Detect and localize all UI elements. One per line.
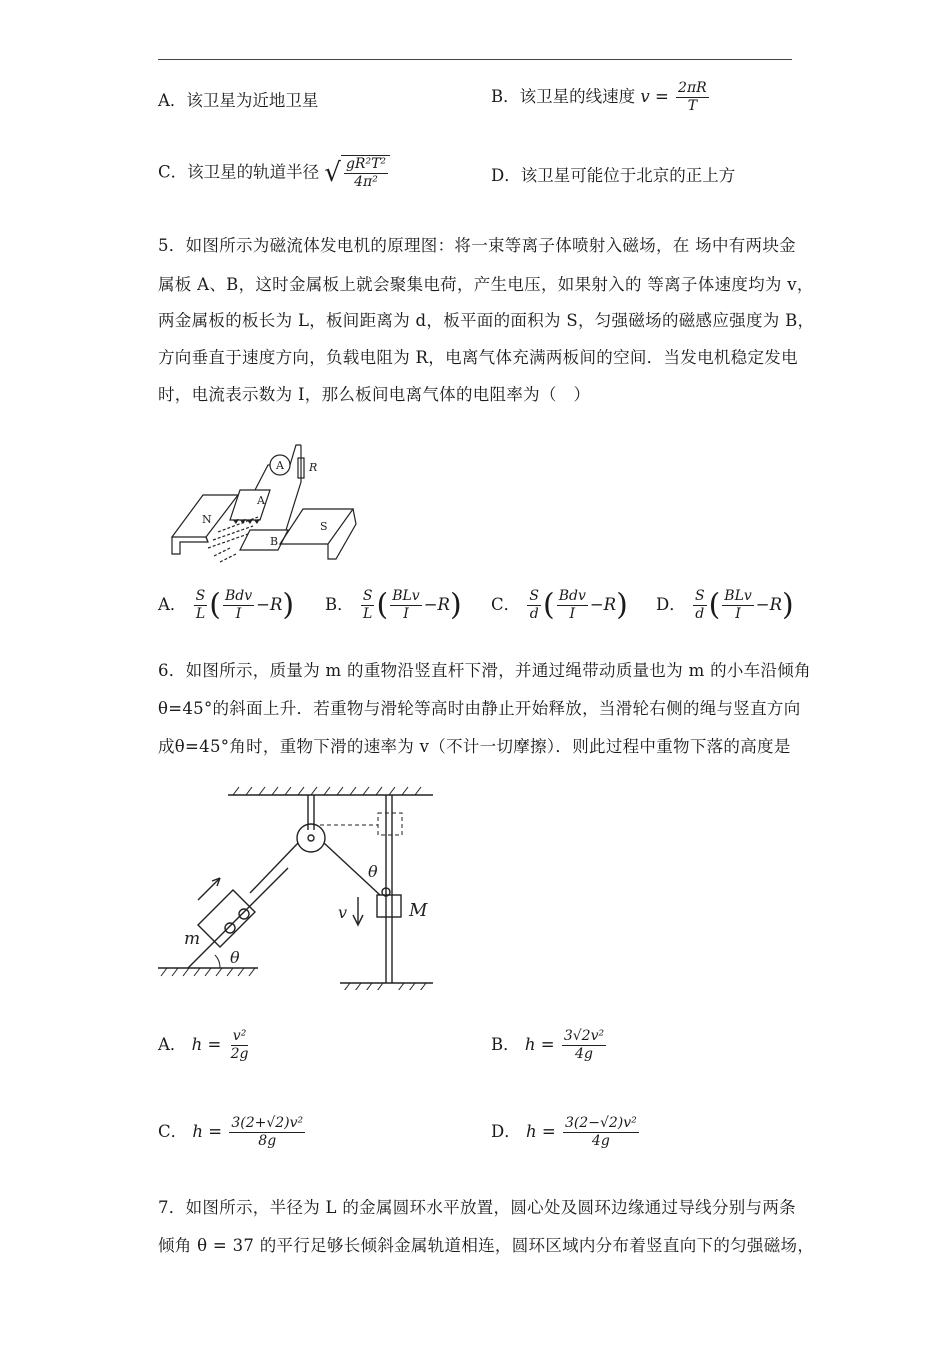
q6-line-2: θ=45°的斜面上升．若重物与滑轮等高时由静止开始释放，当滑轮右侧的绳与竖直方向: [158, 699, 801, 718]
fraction-denominator: L: [363, 606, 373, 622]
fraction-denominator: 4g: [591, 1133, 610, 1149]
q6-option-b: [491, 1028, 608, 1063]
q5-line-2: 属板 A、B，这时金属板上就会聚集电荷，产生电压，如果射入的 等离子体速度均为 v，: [158, 275, 814, 294]
fraction-numerator: BLv: [724, 588, 752, 604]
weight-block: [377, 895, 401, 917]
fraction-numerator: BLv: [392, 588, 420, 604]
q4-option-c-text: C．该卫星的轨道半径: [158, 162, 320, 182]
fraction-denominator: 8g: [258, 1133, 277, 1149]
fraction-denominator: T: [687, 98, 698, 114]
q4-option-b-lhs: v =: [640, 87, 669, 106]
q4-option-b-fraction: [676, 80, 709, 115]
mass-M-label: M: [409, 900, 428, 921]
fraction-denominator: I: [735, 606, 741, 622]
option-label: D．: [491, 1122, 521, 1141]
q5-line-5: 时，电流表示数为 I，那么板间电离气体的电阻率为（ ）: [158, 385, 591, 404]
fraction-numerator: 2πR: [678, 80, 707, 96]
option-label: D．: [656, 595, 686, 614]
option-label: B．: [325, 595, 354, 614]
south-pole-label: S: [320, 520, 328, 533]
q4-option-a: A．该卫星为近地卫星: [158, 91, 319, 110]
q5-option-a: A． $\frac{S}{L}$ ( $\frac{\text{Bdv}}{I}$ −R): [158, 587, 295, 623]
fraction-denominator: L: [195, 606, 206, 622]
rope-angle-label: θ: [368, 862, 378, 881]
fraction-denominator: d: [695, 606, 705, 622]
q7-line-2: 倾角 θ = 37 的平行足够长倾斜金属轨道相连，圆环区域内分布着竖直向下的匀强磁场，: [158, 1236, 815, 1255]
pulley-incline-figure: [158, 785, 438, 990]
option-lhs: h =: [525, 1122, 556, 1141]
q6-option-a: [158, 1028, 253, 1063]
option-tail: −R: [755, 595, 783, 614]
option-label: B．: [491, 1035, 520, 1054]
q5-line-1: 5．如图所示为磁流体发电机的原理图：将一束等离子体喷射入磁场，在 场中有两块金: [158, 236, 796, 255]
q4-option-c: [158, 155, 390, 191]
option-label: C．: [158, 1122, 188, 1141]
slope-angle-label: θ: [230, 948, 240, 967]
fraction-numerator: S: [529, 588, 539, 604]
q5-option-d: D． $\frac{S}{d}$ ( $\frac{\text{BLv}}{I}$ −R): [656, 587, 794, 623]
option-label: A．: [158, 595, 187, 614]
q6-option-c: [158, 1115, 307, 1150]
q5-line-3: 两金属板的板长为 L，板间距离为 d，板平面的面积为 S，匀强磁场的磁感应强度为 B，: [158, 311, 815, 330]
plate-a-label: A: [257, 494, 265, 507]
fraction-denominator: I: [235, 606, 242, 622]
q4-option-b-text: B．该卫星的线速度: [491, 87, 636, 106]
fraction-numerator: S: [694, 588, 705, 604]
q5-option-b: B． $\frac{S}{L}$ ( $\frac{\text{BLv}}{I}$ −R): [325, 587, 462, 623]
plate-b-label: B: [270, 535, 279, 548]
q6-line-1: 6．如图所示，质量为 m 的重物沿竖直杆下滑，并通过绳带动质量也为 m 的小车沿倾角: [158, 661, 811, 680]
fraction-numerator: 3√2v²: [563, 1028, 605, 1044]
fraction-numerator: Bdv: [224, 588, 253, 604]
fraction-numerator: S: [195, 588, 206, 604]
fraction-numerator: S: [362, 588, 373, 604]
option-lhs: h =: [191, 1035, 222, 1054]
plate-b: [240, 530, 288, 550]
fraction-numerator: 3(2+√2)v²: [231, 1115, 304, 1131]
option-tail: −R: [423, 595, 450, 614]
option-lhs: h =: [524, 1035, 555, 1054]
fraction-numerator: Bdv: [558, 588, 586, 604]
option-tail: −R: [589, 595, 617, 614]
fraction-denominator: 4π²: [354, 174, 378, 190]
fraction-denominator: 4g: [575, 1046, 593, 1062]
fraction-numerator: 3(2−√2)v²: [564, 1115, 637, 1131]
option-lhs: h =: [192, 1122, 223, 1141]
velocity-label: v: [338, 903, 348, 922]
fraction-numerator: gR²T²: [345, 156, 387, 172]
mass-m-label: m: [184, 929, 201, 949]
fraction-denominator: d: [529, 606, 539, 622]
option-tail: −R: [256, 595, 283, 614]
fraction-denominator: 2g: [230, 1046, 249, 1062]
q6-line-3: 成θ=45°角时，重物下滑的速率为 v（不计一切摩擦）．则此过程中重物下落的高度是: [158, 737, 791, 756]
sqrt-sign-icon: √: [324, 158, 341, 188]
option-label: A．: [158, 1035, 187, 1054]
q4-option-d: D．该卫星可能位于北京的正上方: [491, 166, 736, 185]
q6-option-d: [491, 1115, 641, 1150]
q4-option-c-radicand: [341, 155, 390, 191]
ammeter-label: A: [276, 459, 284, 472]
fraction-denominator: I: [403, 606, 409, 622]
q7-line-1: 7．如图所示，半径为 L 的金属圆环水平放置，圆心处及圆环边缘通过导线分别与两条: [158, 1198, 796, 1217]
fraction-numerator: v²: [232, 1028, 247, 1044]
mhd-generator-figure: [158, 432, 368, 567]
q4-option-b: [491, 80, 711, 115]
q5-option-c: C． $\frac{S}{d}$ ( $\frac{\text{Bdv}}{I}$ −R): [491, 587, 628, 623]
pulley: [297, 824, 325, 852]
fraction-denominator: I: [569, 606, 576, 622]
resistor-label: R: [309, 461, 318, 474]
q5-line-4: 方向垂直于速度方向，负载电阻为 R，电离气体充满两板间的空间．当发电机稳定发电: [158, 348, 798, 367]
top-rule: [158, 59, 792, 60]
north-pole-label: N: [202, 513, 212, 526]
option-label: C．: [491, 595, 521, 614]
